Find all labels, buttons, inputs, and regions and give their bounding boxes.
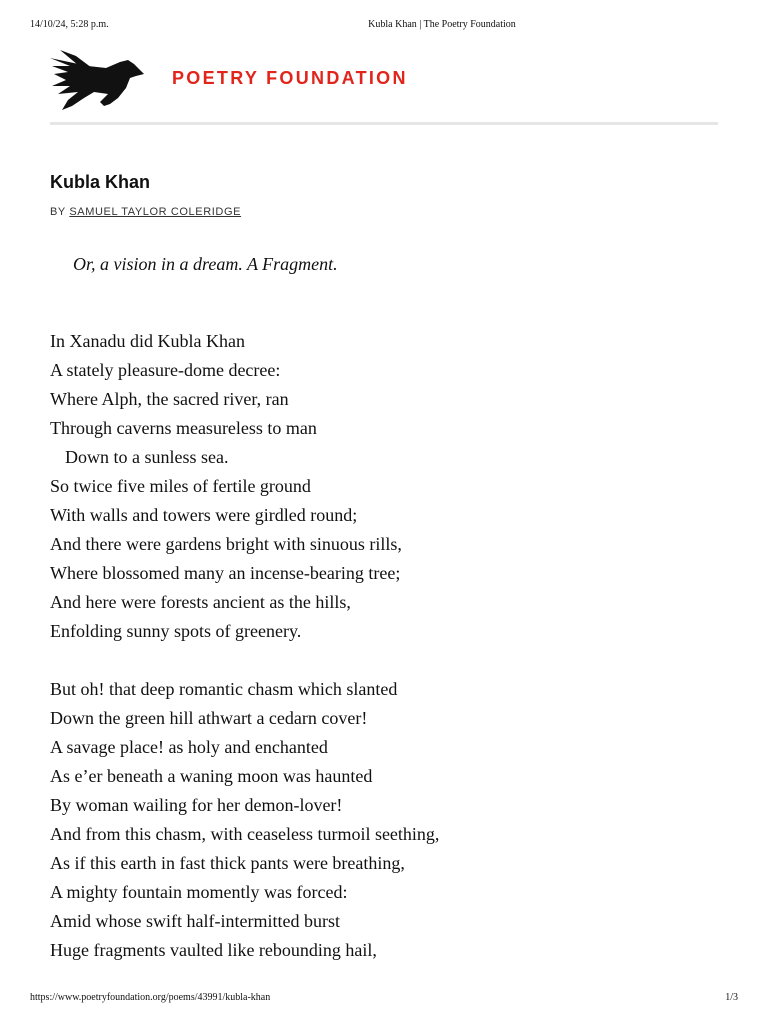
- poem-line: As e’er beneath a waning moon was haunted: [50, 766, 373, 786]
- site-header: [48, 48, 728, 112]
- poem-line: A stately pleasure-dome decree:: [50, 360, 281, 380]
- poem-line: Where blossomed many an incense-bearing tree;: [50, 563, 401, 583]
- header-divider: [50, 122, 718, 125]
- poem-epigraph: Or, a vision in a dream. A Fragment.: [73, 254, 338, 274]
- poem-line: Down to a sunless sea.: [65, 447, 229, 467]
- poem-line: And from this chasm, with ceaseless turmoil seething,: [50, 824, 440, 844]
- poem-line: As if this earth in fast thick pants were breathing,: [50, 853, 405, 873]
- poem-line: With walls and towers were girdled round;: [50, 505, 358, 525]
- print-footer: [0, 992, 768, 1006]
- poem-line: In Xanadu did Kubla Khan: [50, 331, 245, 351]
- poem-line: Amid whose swift half-intermitted burst: [50, 911, 340, 931]
- poem-line: A mighty fountain momently was forced:: [50, 882, 348, 902]
- print-page-title: Kubla Khan | The Poetry Foundation: [368, 19, 516, 30]
- poem-line: And there were gardens bright with sinuous rills,: [50, 534, 402, 554]
- page-url: https://www.poetryfoundation.org/poems/43991/kubla-khan: [30, 992, 271, 1003]
- stanza-break: [50, 646, 730, 675]
- print-datetime: 14/10/24, 5:28 p.m.: [30, 19, 109, 30]
- poem-line: Huge fragments vaulted like rebounding hail,: [50, 940, 377, 960]
- page-number: 1/3: [725, 992, 738, 1003]
- by-label: BY: [50, 206, 66, 218]
- poem-line: Where Alph, the sacred river, ran: [50, 389, 289, 409]
- poem-line: But oh! that deep romantic chasm which slanted: [50, 679, 398, 699]
- poem-line: And here were forests ancient as the hills,: [50, 592, 351, 612]
- poem-line: A savage place! as holy and enchanted: [50, 737, 328, 757]
- author-link[interactable]: SAMUEL TAYLOR COLERIDGE: [69, 206, 242, 218]
- poem-title: Kubla Khan: [50, 172, 151, 192]
- poem-line: Enfolding sunny spots of greenery.: [50, 621, 302, 641]
- print-header: [0, 19, 768, 33]
- poem-line: So twice five miles of fertile ground: [50, 476, 311, 496]
- poem-line: By woman wailing for her demon-lover!: [50, 795, 343, 815]
- poem-line: Through caverns measureless to man: [50, 418, 317, 438]
- byline: [50, 206, 241, 218]
- poem-line: Down the green hill athwart a cedarn cover!: [50, 708, 368, 728]
- poem-body: [50, 327, 730, 965]
- pegasus-bird-icon[interactable]: [48, 48, 146, 110]
- brand-name[interactable]: POETRY FOUNDATION: [172, 68, 408, 88]
